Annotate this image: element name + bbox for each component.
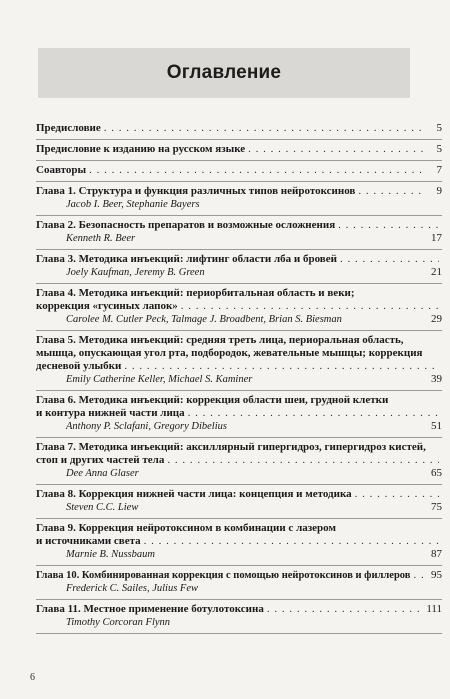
toc-entry-page: 29 [431,313,442,325]
toc-header [38,48,410,98]
toc-entry-authors: Marnie B. Nussbaum [66,549,155,560]
toc-entry-page: 87 [431,548,442,560]
toc-entry-page: 75 [431,501,442,513]
leader-dots [267,603,423,616]
toc-entry-title: Глава 2. Безопасность препаратов и возможные осложнения [36,219,336,231]
toc-entry-authors: Steven C.C. Liew [66,502,139,513]
toc-entry-authors: Frederick C. Sailes, Julius Few [66,583,198,594]
toc-entry-title: Глава 11. Местное применение ботулотоксина [36,603,264,615]
toc-entry-page: 51 [431,420,442,432]
toc-entry-authors: Emily Catherine Keller, Michael S. Kaminer [66,374,253,385]
toc-entry-title: Предисловие [36,122,101,134]
toc-entry[interactable] [36,250,442,284]
toc-entry[interactable] [36,519,442,566]
table-of-contents [36,119,442,634]
leader-dots [144,535,439,548]
toc-entry-page: 5 [436,143,442,155]
toc-entry[interactable] [36,284,442,331]
toc-entry[interactable] [36,119,442,140]
leader-dots [358,185,425,198]
toc-entry-page: 17 [431,232,442,244]
toc-entry[interactable] [36,140,442,161]
toc-entry-title: Соавторы [36,164,87,176]
toc-entry-authors: Carolee M. Cutler Peck, Talmage J. Broadbent, Brian S. Biesman [66,314,342,325]
leader-dots [413,569,425,582]
toc-entry-authors: Dee Anna Glaser [66,468,139,479]
toc-entry-title-line: Глава 7. Методика инъекций: аксиллярный гипергидроз, гипергидроз кистей, [36,441,426,453]
toc-entry-authors: Timothy Corcoran Flynn [66,617,171,628]
toc-entry-title: Глава 8. Коррекция нижней части лица: концепция и методика [36,488,352,500]
leader-dots [338,219,439,232]
toc-entry-title: Глава 1. Структура и функция различных типов нейротоксинов [36,185,356,197]
toc-entry[interactable] [36,600,442,634]
toc-entry-title: Глава 10. Комбинированная коррекция с помощью нейротоксинов и филлеров [36,570,411,581]
toc-entry-title: Глава 3. Методика инъекций: лифтинг области лба и бровей [36,253,337,265]
toc-entry[interactable] [36,161,442,182]
leader-dots [124,360,439,373]
toc-entry-title-line: мышца, опускающая угол рта, подбородок, жевательные мышцы; коррекция [36,347,423,359]
leader-dots [248,143,425,156]
toc-entry-title-line: Глава 6. Методика инъекций: коррекция области шеи, грудной клетки [36,394,389,406]
toc-entry-page: 7 [436,164,442,176]
toc-entry-page: 95 [431,569,442,581]
toc-entry-title-line: Глава 4. Методика инъекций: периорбитальная область и веки; [36,287,355,299]
toc-entry-title-line: стоп и других частей тела [36,454,165,466]
toc-entry-page: 21 [431,266,442,278]
toc-entry-title-line: Глава 5. Методика инъекций: средняя треть лица, периоральная область, [36,334,404,346]
leader-dots [89,164,425,177]
leader-dots [355,488,439,501]
toc-entry-title: Предисловие к изданию на русском языке [36,143,246,155]
leader-dots [104,122,425,135]
toc-entry-title-line: Глава 9. Коррекция нейротоксином в комбинации с лазером [36,522,336,534]
toc-entry-page: 65 [431,467,442,479]
toc-entry[interactable] [36,331,442,391]
toc-entry[interactable] [36,566,442,600]
page-number: 6 [30,672,35,683]
toc-entry-title-line: и контура нижней части лица [36,407,185,419]
toc-entry-page: 9 [436,185,442,197]
toc-entry[interactable] [36,438,442,485]
leader-dots [188,407,439,420]
page-title: Оглавление [166,62,282,83]
toc-entry-title-line: десневой улыбки [36,360,122,372]
leader-dots [167,454,439,467]
toc-entry-page: 5 [436,122,442,134]
toc-entry-title-line: коррекция «гусиных лапок» [36,300,178,312]
toc-entry-page: 39 [431,373,442,385]
leader-dots [340,253,439,266]
toc-entry-title-line: и источниками света [36,535,141,547]
toc-entry-page: 111 [426,603,442,615]
toc-entry[interactable] [36,391,442,438]
toc-entry[interactable] [36,485,442,519]
leader-dots [181,300,439,313]
toc-entry-authors: Jacob I. Beer, Stephanie Bayers [66,199,200,210]
toc-entry[interactable] [36,182,442,216]
toc-entry-authors: Anthony P. Sclafani, Gregory Dibelius [66,421,227,432]
toc-entry-authors: Kenneth R. Beer [66,233,136,244]
toc-entry[interactable] [36,216,442,250]
toc-entry-authors: Joely Kaufman, Jeremy B. Green [66,267,205,278]
